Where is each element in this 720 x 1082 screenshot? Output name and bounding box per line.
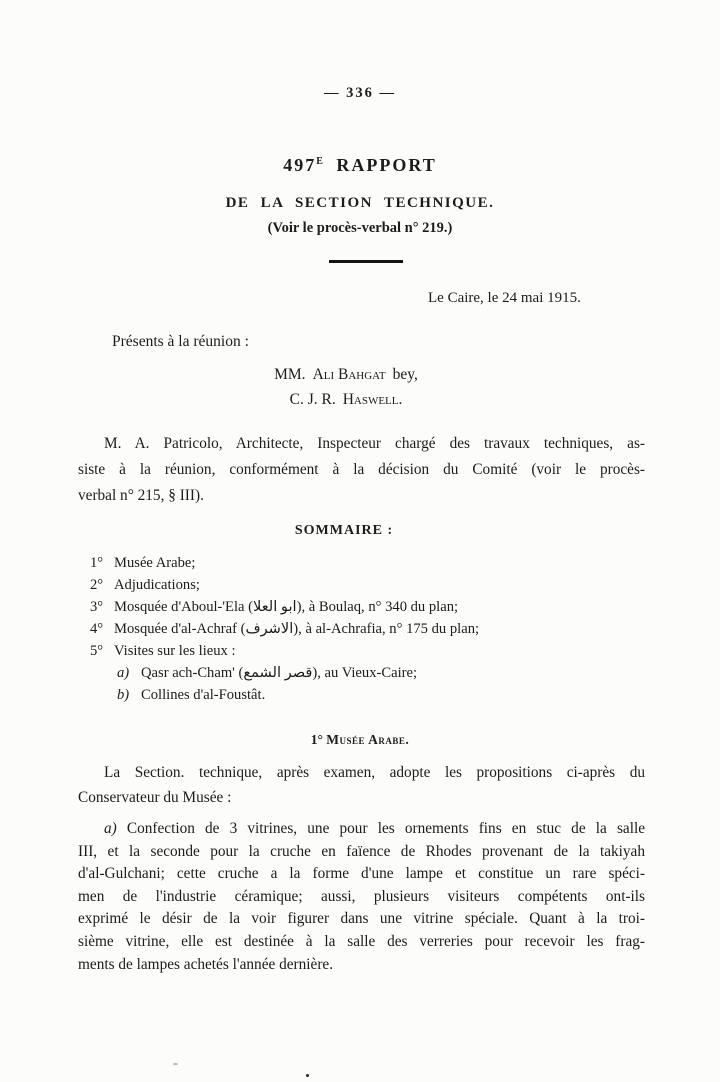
- sommaire-item-number: 5°: [90, 643, 104, 659]
- dateline: Le Caire, le 24 mai 1915.: [428, 290, 581, 306]
- attendee-name-bahgat: Ali Bahgat: [312, 366, 386, 383]
- sommaire-item-text: Qasr ach-Cham' (قصر الشمع), au Vieux-Caire;: [141, 665, 418, 681]
- sommaire-item: [117, 662, 650, 684]
- attendee-title: bey,: [392, 366, 418, 383]
- section-1-title: Musée Arabe.: [326, 732, 410, 747]
- section-1-heading: [0, 732, 720, 748]
- report-number-ordinal: E: [316, 156, 323, 167]
- sommaire-item-number: 2°: [90, 577, 104, 593]
- attendee-line-1: [0, 362, 706, 387]
- sommaire-item-number: a): [117, 665, 130, 681]
- attendee-name-haswell: Haswell: [342, 391, 399, 408]
- sommaire-item: [90, 640, 650, 662]
- report-number: 497: [283, 155, 317, 175]
- divider-rule: [329, 260, 403, 263]
- sommaire-item-text: Adjudications;: [114, 577, 200, 593]
- sommaire-item: [90, 552, 650, 574]
- paragraph-line: [78, 818, 645, 841]
- paragraph-patricolo: [78, 431, 645, 509]
- sommaire-item: [90, 574, 650, 596]
- scan-speck: [306, 1074, 309, 1077]
- paragraph-line: Conservateur du Musée :: [78, 789, 232, 806]
- attendee-period: .: [398, 391, 403, 408]
- paragraph-line: III, et la seconde pour la cruche en faïence de Rhodes provenant de la takiyah: [78, 842, 645, 860]
- paragraph-lines: [78, 841, 645, 954]
- attendee-initials: C. J. R.: [289, 391, 336, 408]
- sommaire-item: [90, 618, 650, 640]
- sommaire-item-text: Mosquée d'al-Achraf (الاشرف), à al-Achrafia, n° 175 du plan;: [114, 621, 480, 637]
- sommaire-list: [90, 552, 650, 706]
- attendee-prefix: MM.: [274, 366, 306, 383]
- sommaire-title: SOMMAIRE :: [294, 523, 394, 538]
- paragraph-first-line-text: Confection de 3 vitrines, une pour les ornements fins en stuc de la salle: [126, 820, 645, 837]
- paragraph-line: d'al-Gulchani; cette cruche a la forme d'une lampe et constitue un rare spéci-: [78, 865, 645, 883]
- paragraph-line: siste à la réunion, conformément à la décision du Comité (voir le procès-: [78, 461, 645, 478]
- sommaire-item-text: Visites sur les lieux :: [114, 643, 236, 659]
- sommaire-item-text: Musée Arabe;: [114, 555, 196, 571]
- report-title: [0, 155, 720, 176]
- sommaire-item: [90, 596, 650, 618]
- sommaire-item-number: 3°: [90, 599, 104, 615]
- paragraph-line: exprimé le désir de la voir figurer dans une vitrine spéciale. Quant à la troi-: [78, 910, 645, 928]
- page-number: — 336 —: [324, 85, 396, 101]
- paragraph-line: La Section. technique, après examen, adopte les propositions ci-après du: [104, 764, 645, 781]
- sommaire-item-text: Collines d'al-Foustât.: [141, 687, 266, 703]
- scan-speck: [173, 1063, 178, 1065]
- sommaire-item-number: 4°: [90, 621, 104, 637]
- sommaire-item-text: Mosquée d'Aboul-'Ela (ابو العلا), à Boulaq, n° 340 du plan;: [114, 599, 459, 615]
- paragraph-line: M. A. Patricolo, Architecte, Inspecteur chargé des travaux techniques, as-: [104, 435, 645, 452]
- section-subtitle: DE LA SECTION TECHNIQUE.: [225, 195, 495, 211]
- presents-line: Présents à la réunion :: [112, 333, 249, 350]
- item-marker-a: a): [104, 820, 117, 837]
- paragraph-a: [78, 818, 645, 976]
- sommaire-item: [117, 684, 650, 706]
- paragraph-lines: [78, 457, 645, 483]
- paragraph-section-intro: [78, 760, 645, 810]
- paragraph-line: verbal n° 215, § III).: [78, 487, 204, 504]
- report-word: RAPPORT: [336, 155, 437, 175]
- attendees-list: [0, 362, 706, 412]
- sommaire-item-number: b): [117, 687, 130, 703]
- paragraph-line: ments de lampes achetés l'année dernière.: [78, 955, 334, 973]
- paragraph-line: men de l'industrie céramique; aussi, plusieurs visiteurs compétents ont-ils: [78, 887, 645, 905]
- proces-verbal-reference: (Voir le procès-verbal n° 219.): [267, 220, 453, 236]
- paragraph-line: sième vitrine, elle est destinée à la salle des verreries pour recevoir les frag-: [78, 932, 645, 950]
- attendee-line-2: [0, 387, 706, 412]
- section-1-number: 1°: [310, 732, 323, 747]
- sommaire-item-number: 1°: [90, 555, 104, 571]
